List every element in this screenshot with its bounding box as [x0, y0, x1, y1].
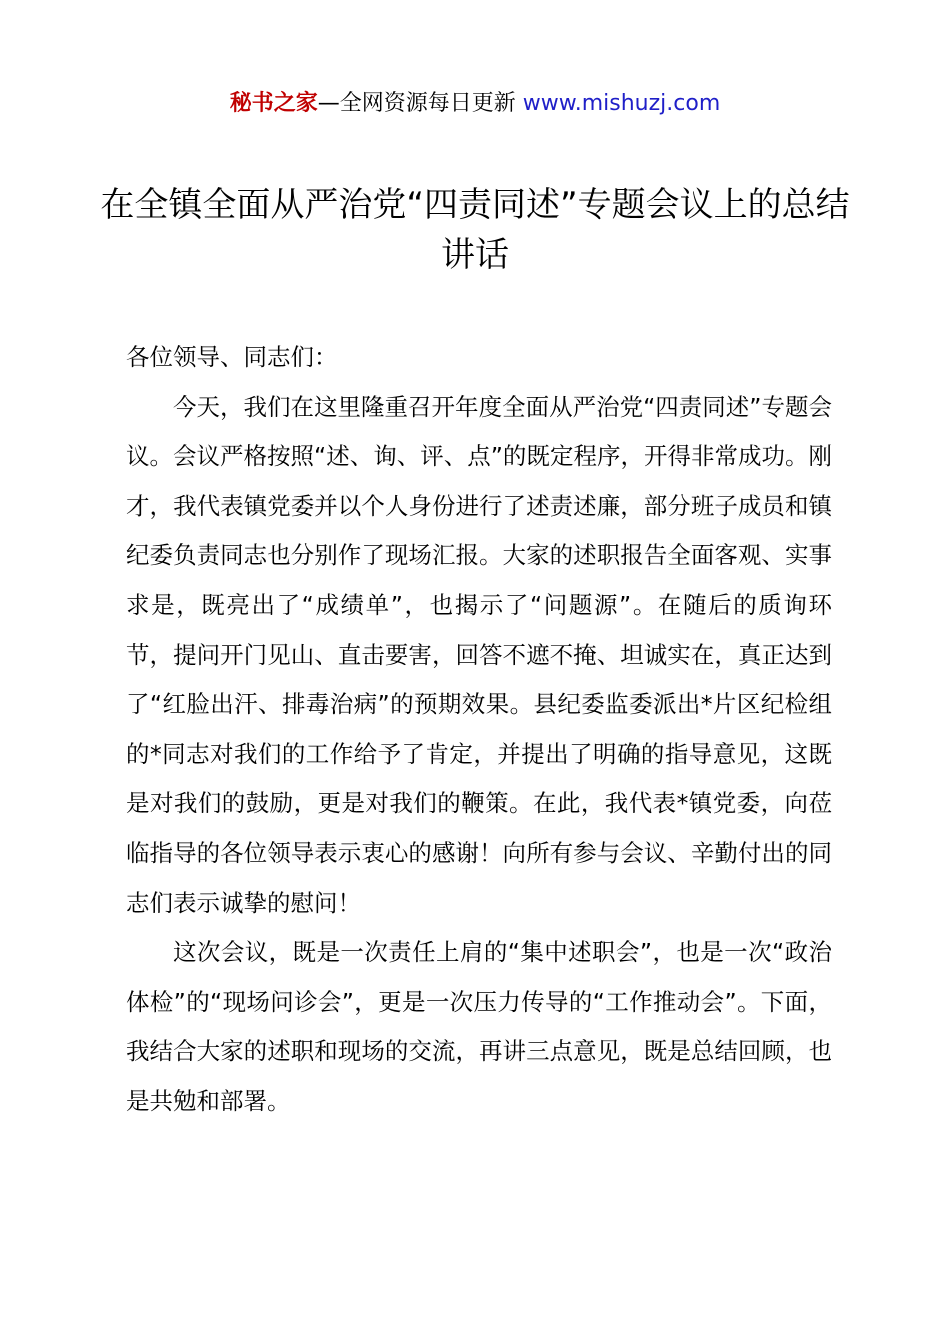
- site-header: [0, 88, 950, 120]
- header-tagline: —全网资源每日更新: [317, 91, 516, 116]
- document-body: [126, 333, 832, 1127]
- salutation: 各位领导、同志们：: [126, 343, 338, 371]
- paragraph-1: 今天，我们在这里隆重召开年度全面从严治党“四责同述”专题会议。会议严格按照“述、询、评、点”的既定程序，开得非常成功。刚才，我代表镇党委并以个人身份进行了述责述廉，部分班子成员和镇纪委负责同志也分别作了现场汇报。大家的述职报告全面客观、实事求是，既亮出了“成绩单”，也揭示了“问题源”。在随后的质询环节，提问开门见山、直击要害，回答不遮不掩、坦诚实在，真正达到了“红脸出汗、排毒治病”的预期效果。县纪委监委派出*片区纪检组的*同志对我们的工作给予了肯定，并提出了明确的指导意见，这既是对我们的鼓励，更是对我们的鞭策。在此，我代表*镇党委，向莅临指导的各位领导表示衷心的感谢！向所有参与会议、辛勤付出的同志们表示诚挚的慰问！: [126, 392, 832, 917]
- brand-name: 秘书之家: [229, 91, 318, 116]
- paragraph-2: 这次会议，既是一次责任上肩的“集中述职会”，也是一次“政治体检”的“现场问诊会”，更是一次压力传导的“工作推动会”。下面，我结合大家的述职和现场的交流，再讲三点意见，既是总结回顾，也是共勉和部署。: [126, 938, 832, 1115]
- document-title: 在全镇全面从严治党“四责同述”专题会议上的总结讲话: [100, 185, 850, 275]
- site-url-link[interactable]: www.mishuzj.com: [522, 91, 721, 116]
